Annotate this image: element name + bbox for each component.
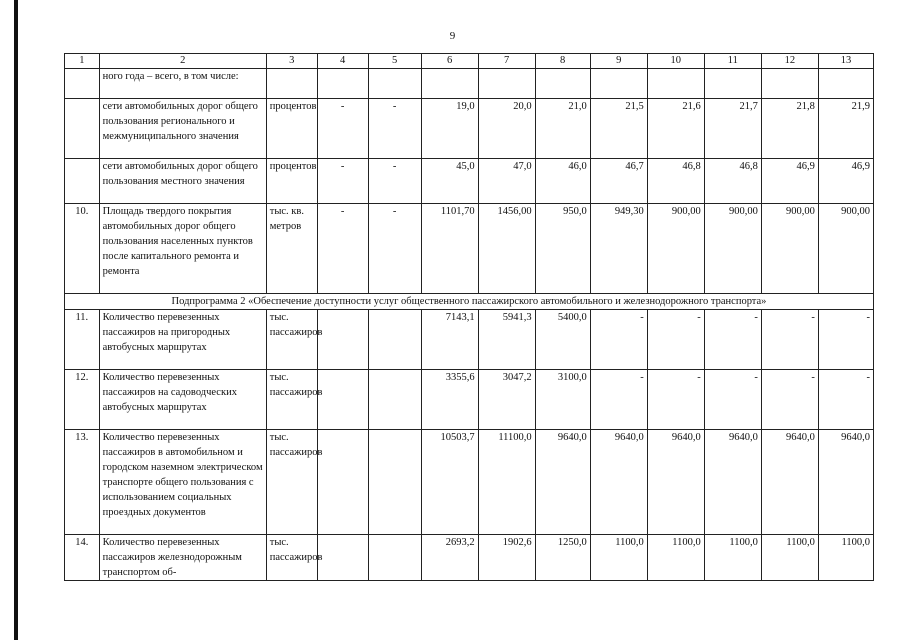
value-cell-c8: 5400,0 xyxy=(535,310,590,370)
table-row xyxy=(65,69,874,99)
value-cell-c7: 5941,3 xyxy=(478,310,535,370)
value-cell-c4: - xyxy=(317,204,368,294)
value-cell-c7: 1456,00 xyxy=(478,204,535,294)
value-cell-c5: - xyxy=(368,159,421,204)
value-cell-c10: 9640,0 xyxy=(647,430,704,535)
column-number-header: 4 xyxy=(317,54,368,69)
indicator-name: Площадь твердого покрытия автомобильных дорог общего пользования населенных пунктов после капитального ремонта и ремонта xyxy=(99,204,266,294)
value-cell-c9 xyxy=(590,69,647,99)
row-number: 12. xyxy=(65,370,100,430)
value-cell-c10: - xyxy=(647,310,704,370)
value-cell-c10: 900,00 xyxy=(647,204,704,294)
value-cell-c11: - xyxy=(704,310,761,370)
value-cell-c10: 46,8 xyxy=(647,159,704,204)
value-cell-c11: 21,7 xyxy=(704,99,761,159)
table-row xyxy=(65,159,874,204)
value-cell-c8: 950,0 xyxy=(535,204,590,294)
value-cell-c12: 46,9 xyxy=(761,159,818,204)
value-cell-c7: 1902,6 xyxy=(478,535,535,581)
value-cell-c13: 900,00 xyxy=(818,204,873,294)
value-cell-c12: - xyxy=(761,310,818,370)
row-number: 11. xyxy=(65,310,100,370)
value-cell-c5: - xyxy=(368,204,421,294)
value-cell-c6: 2693,2 xyxy=(421,535,478,581)
table-row xyxy=(65,204,874,294)
value-cell-c5 xyxy=(368,535,421,581)
value-cell-c12: 900,00 xyxy=(761,204,818,294)
row-number: 10. xyxy=(65,204,100,294)
value-cell-c10: 1100,0 xyxy=(647,535,704,581)
value-cell-c9: 46,7 xyxy=(590,159,647,204)
unit-cell: тыс. пассажиров xyxy=(266,430,317,535)
value-cell-c9: 21,5 xyxy=(590,99,647,159)
indicators-table xyxy=(64,53,874,581)
value-cell-c4 xyxy=(317,370,368,430)
value-cell-c4: - xyxy=(317,99,368,159)
value-cell-c13: - xyxy=(818,370,873,430)
column-number-header: 5 xyxy=(368,54,421,69)
value-cell-c12: 21,8 xyxy=(761,99,818,159)
indicator-name: Количество перевезенных пассажиров на садоводческих автобусных маршрутах xyxy=(99,370,266,430)
value-cell-c9: - xyxy=(590,370,647,430)
row-number: 13. xyxy=(65,430,100,535)
row-number xyxy=(65,159,100,204)
value-cell-c13: - xyxy=(818,310,873,370)
value-cell-c5 xyxy=(368,370,421,430)
value-cell-c11: - xyxy=(704,370,761,430)
value-cell-c4: - xyxy=(317,159,368,204)
value-cell-c6: 7143,1 xyxy=(421,310,478,370)
table-row xyxy=(65,430,874,535)
subprogram-title: Подпрограмма 2 «Обеспечение доступности услуг общественного пассажирского автомобильного и железнодорожного транспорта» xyxy=(65,294,874,310)
value-cell-c10: 21,6 xyxy=(647,99,704,159)
table-row xyxy=(65,535,874,581)
column-number-header: 3 xyxy=(266,54,317,69)
value-cell-c11: 46,8 xyxy=(704,159,761,204)
column-number-header: 9 xyxy=(590,54,647,69)
column-number-header: 10 xyxy=(647,54,704,69)
value-cell-c8: 46,0 xyxy=(535,159,590,204)
table-row xyxy=(65,370,874,430)
value-cell-c11: 1100,0 xyxy=(704,535,761,581)
value-cell-c13 xyxy=(818,69,873,99)
row-number xyxy=(65,99,100,159)
indicator-name: Количество перевезенных пассажиров в автомобильном и городском наземном электрическом транспорте общего пользования с использованием социальных проездных документов xyxy=(99,430,266,535)
row-number xyxy=(65,69,100,99)
column-number-header: 7 xyxy=(478,54,535,69)
page-number: 9 xyxy=(449,30,456,42)
value-cell-c4 xyxy=(317,69,368,99)
unit-cell: процентов xyxy=(266,159,317,204)
value-cell-c9: - xyxy=(590,310,647,370)
value-cell-c4 xyxy=(317,535,368,581)
unit-cell: тыс. пассажиров xyxy=(266,370,317,430)
column-number-header: 13 xyxy=(818,54,873,69)
indicator-name: Количество перевезенных пассажиров железнодорожным транспортом об- xyxy=(99,535,266,581)
value-cell-c11: 900,00 xyxy=(704,204,761,294)
column-number-header: 12 xyxy=(761,54,818,69)
value-cell-c10 xyxy=(647,69,704,99)
value-cell-c5 xyxy=(368,310,421,370)
indicator-name: сети автомобильных дорог общего пользования местного значения xyxy=(99,159,266,204)
value-cell-c13: 46,9 xyxy=(818,159,873,204)
value-cell-c5: - xyxy=(368,99,421,159)
value-cell-c8: 9640,0 xyxy=(535,430,590,535)
value-cell-c7: 3047,2 xyxy=(478,370,535,430)
value-cell-c9: 9640,0 xyxy=(590,430,647,535)
unit-cell xyxy=(266,69,317,99)
indicator-name: сети автомобильных дорог общего пользования регионального и межмуниципального значения xyxy=(99,99,266,159)
subprogram-row xyxy=(65,294,874,310)
value-cell-c4 xyxy=(317,310,368,370)
value-cell-c12 xyxy=(761,69,818,99)
value-cell-c4 xyxy=(317,430,368,535)
value-cell-c6: 19,0 xyxy=(421,99,478,159)
value-cell-c6 xyxy=(421,69,478,99)
value-cell-c5 xyxy=(368,69,421,99)
column-number-header: 1 xyxy=(65,54,100,69)
indicator-name: Количество перевезенных пассажиров на пригородных автобусных маршрутах xyxy=(99,310,266,370)
value-cell-c12: - xyxy=(761,370,818,430)
value-cell-c12: 9640,0 xyxy=(761,430,818,535)
value-cell-c13: 21,9 xyxy=(818,99,873,159)
value-cell-c11: 9640,0 xyxy=(704,430,761,535)
value-cell-c8: 1250,0 xyxy=(535,535,590,581)
column-number-header: 2 xyxy=(99,54,266,69)
column-number-header: 6 xyxy=(421,54,478,69)
value-cell-c7 xyxy=(478,69,535,99)
value-cell-c13: 1100,0 xyxy=(818,535,873,581)
value-cell-c6: 10503,7 xyxy=(421,430,478,535)
value-cell-c8 xyxy=(535,69,590,99)
unit-cell: тыс. пассажиров xyxy=(266,310,317,370)
column-number-header: 11 xyxy=(704,54,761,69)
value-cell-c13: 9640,0 xyxy=(818,430,873,535)
value-cell-c11 xyxy=(704,69,761,99)
value-cell-c8: 3100,0 xyxy=(535,370,590,430)
value-cell-c6: 1101,70 xyxy=(421,204,478,294)
unit-cell: тыс. пассажиров xyxy=(266,535,317,581)
header-row xyxy=(65,54,874,69)
value-cell-c6: 3355,6 xyxy=(421,370,478,430)
value-cell-c7: 47,0 xyxy=(478,159,535,204)
value-cell-c12: 1100,0 xyxy=(761,535,818,581)
value-cell-c7: 11100,0 xyxy=(478,430,535,535)
value-cell-c9: 1100,0 xyxy=(590,535,647,581)
value-cell-c10: - xyxy=(647,370,704,430)
row-number: 14. xyxy=(65,535,100,581)
value-cell-c8: 21,0 xyxy=(535,99,590,159)
value-cell-c6: 45,0 xyxy=(421,159,478,204)
indicator-name: ного года – всего, в том числе: xyxy=(99,69,266,99)
value-cell-c7: 20,0 xyxy=(478,99,535,159)
value-cell-c9: 949,30 xyxy=(590,204,647,294)
table-row xyxy=(65,310,874,370)
left-binding-bar xyxy=(14,0,18,640)
column-number-header: 8 xyxy=(535,54,590,69)
table-row xyxy=(65,99,874,159)
value-cell-c5 xyxy=(368,430,421,535)
unit-cell: тыс. кв. метров xyxy=(266,204,317,294)
unit-cell: процентов xyxy=(266,99,317,159)
